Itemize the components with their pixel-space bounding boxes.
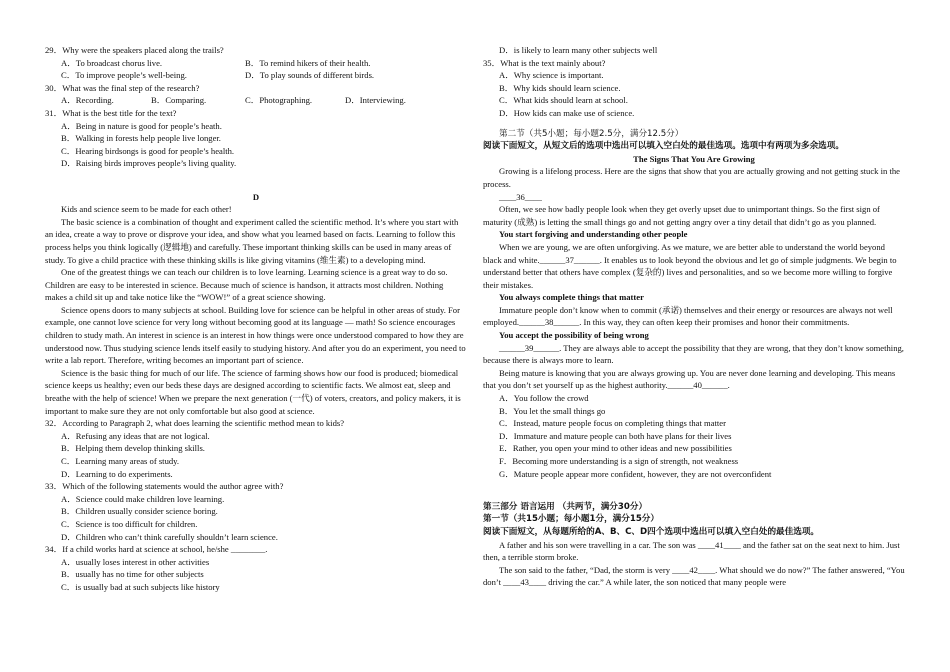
q30-option-c[interactable]: C．Photographing. — [245, 95, 313, 106]
blank-36: ____36____ — [499, 191, 542, 202]
question-35: 35．What is the text mainly about? — [483, 57, 606, 68]
section2-heading: 第二节（共5小题；每小题2.5分，满分12.5分） — [499, 128, 684, 139]
q30-option-a[interactable]: A．Recording. — [61, 95, 114, 106]
q32-option-d[interactable]: D．Learning to do experiments. — [61, 468, 173, 479]
q33-option-c[interactable]: C．Science is too difficult for children. — [61, 518, 198, 529]
q34-option-b[interactable]: B．usually has no time for other subjects — [61, 569, 204, 580]
q33-option-d[interactable]: D．Children who can’t think carefully shouldn’t learn science. — [61, 531, 278, 542]
passage-d-paragraph: Science is the basic thing for much of our life. The science of farming shows how our food is produced; biomedical science keeps us healthy; even our beds these days are designed according to scientific facts. We almost eat, sleep and breathe with the help of science! When we prepare the next generation (一代) of voters, creators, and policy makers, it is important to make sure they are not only comfortable but also good at science. — [45, 367, 461, 416]
part3-heading: 第三部分 语言运用 （共两节，满分30分） — [483, 501, 648, 512]
q35-option-c[interactable]: C．What kids should learn at school. — [499, 95, 628, 106]
choice-option-f[interactable]: F．Becoming more understanding is a sign of strength, not weakness — [499, 456, 739, 466]
q29-option-b[interactable]: B．To remind hikers of their health. — [245, 57, 371, 68]
passage-paragraph: Often, we see how badly people look when they get overly upset due to unimportant things. So the first sign of maturity (成熟) is letting the small things go and not getting angry over a tiny detail that didn’t go as you planned. — [483, 204, 880, 227]
q30-options — [45, 94, 467, 107]
q34-option-c[interactable]: C．is usually bad at such subjects like history — [61, 581, 220, 592]
q31-option-a[interactable]: A．Being in nature is good for people’s heath. — [61, 120, 222, 131]
q30-option-d[interactable]: D．Interviewing. — [345, 95, 406, 106]
section2-passage-title: The Signs That You Are Growing — [633, 153, 755, 164]
q32-option-b[interactable]: B．Helping them develop thinking skills. — [61, 443, 205, 454]
q33-option-a[interactable]: A．Science could make children love learning. — [61, 493, 225, 504]
passage-paragraph: Being mature is knowing that you are always growing up. You are never done learning and developing. This means that you don’t set yourself up as the highest authority.______40______. — [483, 367, 896, 391]
left-column — [45, 44, 467, 594]
passage-d-paragraph: Kids and science seem to be made for each other! — [61, 204, 232, 215]
choice-option-d[interactable]: D．Immature and mature people can both have plans for their lives — [499, 430, 732, 441]
passage-subheading: You accept the possibility of being wrong — [499, 330, 649, 341]
question-33: 33．Which of the following statements would the author agree with? — [45, 481, 284, 492]
passage-paragraph: When we are young, we are often unforgiving. As we mature, we are better able to understand the world beyond black and white.______37______. It enables us to look beyond the obvious and let go of simple judgments. We begin to understand better that others have complex (复杂的) lives and personalities, and so we become more willing to forgive their mistakes. — [483, 241, 897, 290]
q32-option-a[interactable]: A．Refusing any ideas that are not logical. — [61, 430, 210, 441]
choice-option-g[interactable]: G．Mature people appear more confident, however, they are not overconfident — [499, 468, 772, 479]
choice-option-a[interactable]: A．You follow the crowd — [499, 393, 589, 404]
passage-d-paragraph: One of the greatest things we can teach our children is to love learning. Learning science is a great way to do so. Children are easy to be interested in science. Because much of science is handson, it attracts most children. Nothing makes a child sit up and take notice like the “WOW!” of a great science showing. — [45, 267, 448, 303]
question-32: 32．According to Paragraph 2, what does learning the scientific method mean to kids? — [45, 418, 345, 429]
cloze-paragraph: A father and his son were travelling in a car. The son was ____41____ and the father sat on the seat next to him. Just then, a terrible storm broke. — [483, 539, 900, 563]
cloze-paragraph: The son said to the father, “Dad, the storm is very ____42____. What should we do now?” The father answered, “You don’t ____43____ driving the car.” A while later, the son noticed that many people were — [483, 564, 905, 588]
q31-option-b[interactable]: B．Walking in forests help people live longer. — [61, 133, 221, 144]
passage-subheading: You start forgiving and understanding other people — [499, 229, 688, 240]
q34-option-d[interactable]: D．is likely to learn many other subjects well — [499, 45, 658, 55]
section1-instructions: 阅读下面短文，从每题所给的A、B、C、D四个选项中选出可以填入空白处的最佳选项。 — [483, 526, 820, 537]
choice-option-e[interactable]: E．Rather, you open your mind to other ideas and new possibilities — [499, 443, 732, 454]
q35-option-a[interactable]: A．Why science is important. — [499, 70, 604, 81]
passage-d-paragraph: The basic science is a combination of thought and experiment called the scientific method. It’s where you start with an idea, create a way to prove or disprove your idea, and show what you learned based on facts. Learning to follow this process helps you think logically (逻辑地) and carefully. These important thinking skills can be used in many areas of study. To give a child practice with these thinking skills is like giving vitamins (维生素) to a developing mind. — [45, 216, 459, 265]
passage-d-paragraph: Science opens doors to many subjects at school. Building love for science can be helpful in other areas of study. For example, one cannot love science for very long without becoming good at its language — math! So science encourages children to study math. An interest in science is an interest in how things were once understood compared to how they are understood now. Thus studying science lends itself easily to studying history. And after you do an experiment, you need to write a lab report. Therefore, writing becomes an important part of science. — [45, 304, 466, 366]
q31-option-d[interactable]: D．Raising birds improves people’s living quality. — [61, 158, 237, 169]
passage-paragraph: Immature people don’t know when to commit (承诺) themselves and their energy or resources are always not well employed.______38______. In this way, they can often keep their promises and honor their commitments. — [483, 304, 893, 328]
spacer — [45, 170, 467, 183]
question-29: 29．Why were the speakers placed along the trails? — [45, 45, 224, 55]
q29-option-c[interactable]: C．To improve people’s well-being. — [61, 70, 187, 81]
q29-option-a[interactable]: A．To broadcast chorus live. — [61, 57, 163, 68]
q29-options-row2 — [45, 69, 467, 82]
choice-option-c[interactable]: C．Instead, mature people focus on completing things that matter — [499, 418, 726, 429]
choice-option-b[interactable]: B．You let the small things go — [499, 405, 606, 416]
q29-options-row1 — [45, 57, 467, 70]
right-column — [483, 44, 905, 589]
section2-instructions: 阅读下面短文，从短文后的选项中选出可以填入空白处的最佳选项。选项中有两项为多余选项。 — [483, 141, 844, 152]
q30-option-b[interactable]: B．Comparing. — [151, 95, 207, 106]
passage-paragraph: Growing is a lifelong process. Here are the signs that show that you are actually growing and not getting stuck in the process. — [483, 166, 900, 189]
question-34: 34．If a child works hard at science at school, he/she ________. — [45, 544, 268, 555]
question-31: 31．What is the best title for the text? — [45, 107, 177, 118]
q33-option-b[interactable]: B．Children usually consider science boring. — [61, 506, 218, 517]
q32-option-c[interactable]: C．Learning many areas of study. — [61, 456, 180, 466]
q35-option-b[interactable]: B．Why kids should learn science. — [499, 82, 621, 93]
q29-option-d[interactable]: D．To play sounds of different birds. — [245, 70, 375, 81]
section1-heading: 第一节（共15小题；每小题1分，满分15分） — [483, 514, 659, 525]
q31-option-c[interactable]: C．Hearing birdsongs is good for people’s health. — [61, 145, 235, 156]
q35-option-d[interactable]: D．How kids can make use of science. — [499, 107, 635, 118]
passage-paragraph: ______39______. They are always able to accept the possibility that they are wrong, that they don’t know something, because there is always more to learn. — [483, 342, 904, 366]
passage-d-title: D — [252, 191, 260, 202]
question-30: 30．What was the final step of the research? — [45, 82, 200, 93]
q34-option-a[interactable]: A．usually loses interest in other activities — [61, 556, 210, 567]
passage-subheading: You always complete things that matter — [499, 292, 644, 303]
